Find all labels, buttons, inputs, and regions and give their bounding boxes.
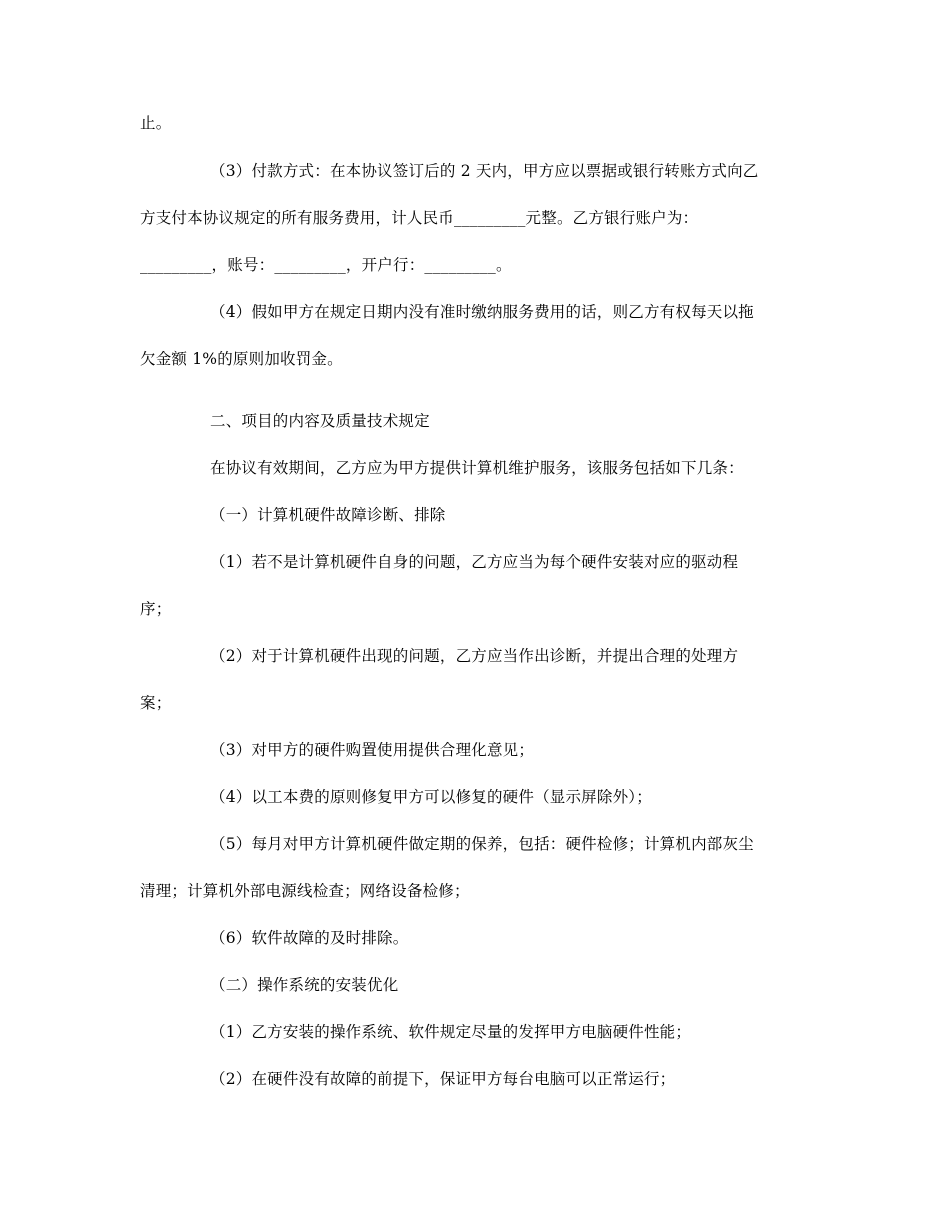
text-line: （4）以工本费的原则修复甲方可以修复的硬件（显示屏除外）； [210, 788, 652, 806]
text-line: _________，账号：_________，开户行：_________。 [140, 256, 512, 274]
text-line: （1）若不是计算机硬件自身的问题，乙方应当为每个硬件安装对应的驱动程 [210, 553, 739, 571]
subsection-heading: （二）操作系统的安装优化 [210, 976, 399, 994]
text-line: （1）乙方安装的操作系统、软件规定尽量的发挥甲方电脑硬件性能； [210, 1023, 692, 1041]
text-line: 案； [140, 694, 172, 712]
text-line: （5）每月对甲方计算机硬件做定期的保养，包括：硬件检修；计算机内部灰尘 [210, 835, 754, 853]
section-heading: 二、项目的内容及质量技术规定 [210, 412, 430, 430]
text-line: 序； [140, 600, 172, 618]
text-line: （4）假如甲方在规定日期内没有准时缴纳服务费用的话，则乙方有权每天以拖 [210, 303, 754, 321]
text-line: 在协议有效期间，乙方应为甲方提供计算机维护服务，该服务包括如下几条： [210, 459, 744, 477]
text-line: 止。 [140, 114, 172, 132]
text-line: （3）对甲方的硬件购置使用提供合理化意见； [210, 741, 535, 759]
text-line: （6）软件故障的及时排除。 [210, 929, 409, 947]
text-line: 方支付本协议规定的所有服务费用，计人民币_________元整。乙方银行账户为： [140, 209, 699, 227]
subsection-heading: （一）计算机硬件故障诊断、排除 [210, 506, 446, 524]
text-line: （2）对于计算机硬件出现的问题，乙方应当作出诊断，并提出合理的处理方 [210, 647, 739, 665]
text-line: 清理；计算机外部电源线检查；网络设备检修； [140, 882, 470, 900]
text-line: （2）在硬件没有故障的前提下，保证甲方每台电脑可以正常运行； [210, 1070, 676, 1088]
text-line: （3）付款方式：在本协议签订后的 2 天内，甲方应以票据或银行转账方式向乙 [210, 162, 759, 180]
text-line: 欠金额 1%的原则加收罚金。 [140, 350, 343, 368]
